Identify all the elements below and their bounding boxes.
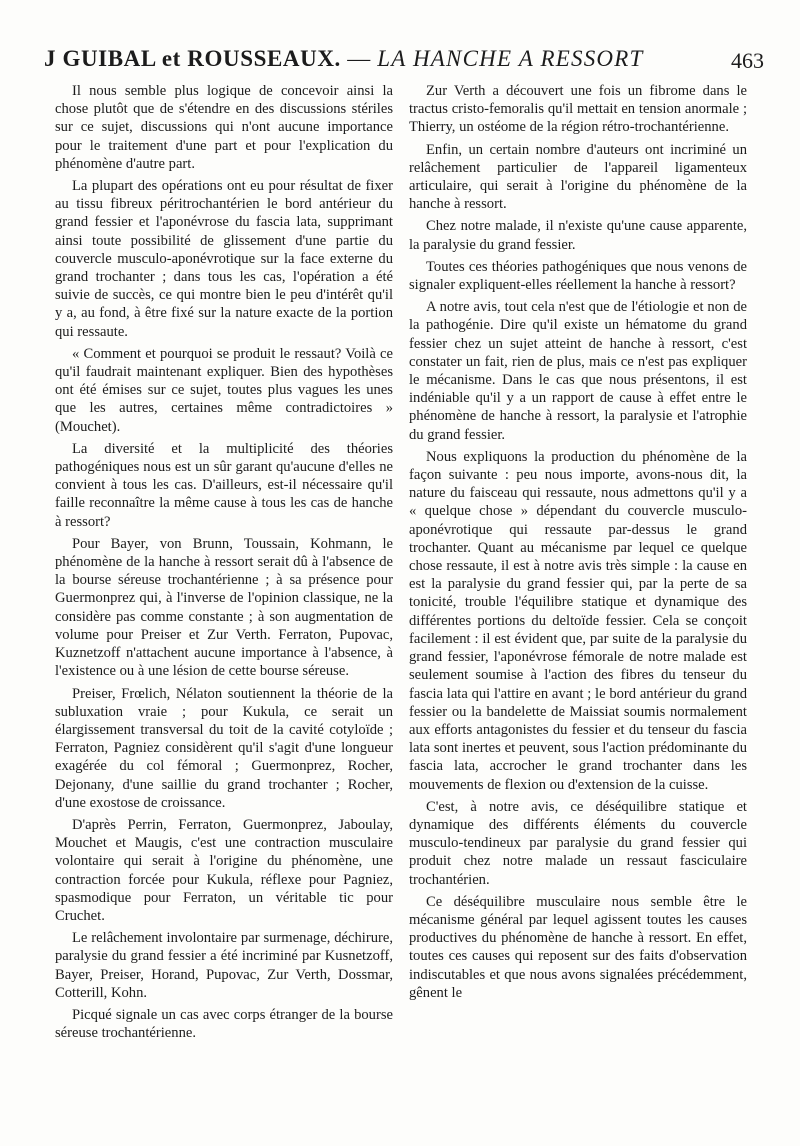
paragraph: Chez notre malade, il n'existe qu'une cause apparente, la paralysie du grand fessier. xyxy=(409,218,747,253)
paragraph: Ce déséquilibre musculaire nous semble être le mécanisme général par lequel agissent toutes les causes productives du phénomène de hanche à ressort. En effet, toutes ces causes qui reposent sur des faits d'observation indiscutables et que nous avons signalées précédemment, gênent le xyxy=(409,893,747,1001)
paragraph: Zur Verth a découvert une fois un fibrome dans le tractus cristo-femoralis qu'il mettait en tension anormale ; Thierry, un ostéome de la région rétro-trochantérienne. xyxy=(409,83,747,136)
paragraph: Le relâchement involontaire par surmenage, déchirure, paralysie du grand fessier a été incriminé par Kusnetzoff, Bayer, Preiser, Horand, Pupovac, Zur Verth, Dossmar, Cotterill, Kohn. xyxy=(55,930,393,1001)
page-number: 463 xyxy=(731,48,764,73)
paragraph: Nous expliquons la production du phénomène de la façon suivante : peu nous importe, avons-nous dit, la nature du faisceau qui ressaute, nous admettons qu'il y a « quelque chose » dépendant du couvercle musculo-aponévrotique qui ressaute par-dessus le grand trochanter. Quant au mécanisme par lequel ce quelque chose ressaute, il est à notre avis très simple : la cause en est la paralysie du grand fessier qui, par la perte de sa tonicité, trouble l'équilibre statique et dynamique des différentes portions du deltoïde fessier. Cela se conçoit facilement : il est évident que, par suite de la paralysie du grand fessier, l'aponévrose fémorale de notre malade est seulement soumise à l'action des fibres du tenseur du fascia lata qui l'attire en avant ; le bord antérieur du grand fessier ou la bandelette de Maissiat soumis normalement aux efforts antagonistes du fessier et du tenseur du fascia lata sont inertes et peuvent, sous l'action prédominante du fascia lata, accrocher le grand trochanter dans les mouvements de flexion ou d'extension de la cuisse. xyxy=(409,448,747,793)
paragraph: La plupart des opérations ont eu pour résultat de fixer au tissu fibreux péritrochantérien le bord antérieur du grand fessier et l'aponévrose du fascia lata, supprimant ainsi toute possibilité de glissement d'une partie du couvercle musculo-aponévrotique sur la face externe du grand trochanter ; dans tous les cas, l'opération a été suivie de succès, ce qui montre bien le peu d'intérêt qu'il y a, au fond, à être fixé sur la nature exacte de la portion qui ressaute. xyxy=(55,178,393,340)
paragraph: Il nous semble plus logique de concevoir ainsi la chose plutôt que de s'étendre en des discussions stériles sur ce sujet, discussions qui n'ont aucune importance pour le traitement d'une part et pour l'explication du phénomène d'autre part. xyxy=(55,83,393,172)
paragraph: « Comment et pourquoi se produit le ressaut? Voilà ce qu'il faudrait maintenant expliquer. Bien des hypothèses ont été émises sur ce sujet, toutes plus vagues les unes que les autres, certaines même contradictoires » (Mouchet). xyxy=(55,345,393,435)
paragraph: A notre avis, tout cela n'est que de l'étiologie et non de la pathogénie. Dire qu'il existe un hématome du grand fessier chez un sujet atteint de hanche à ressort, c'est constater un fait, rien de plus, mais ce n'est pas expliquer le mécanisme. Dans le cas que nous présentons, il est indéniable qu'il y a un rapport de cause à effet entre le phénomène de hanche à ressort, la paralysie et l'atrophie du grand fessier. xyxy=(409,299,747,443)
paragraph: Enfin, un certain nombre d'auteurs ont incriminé un relâchement particulier de l'appareil ligamenteux articulaire, qui serait à l'origine du phénomène de la hanche à ressort. xyxy=(409,141,747,213)
header-title xyxy=(44,46,643,72)
paragraph: Preiser, Frœlich, Nélaton soutiennent la théorie de la subluxation vraie ; pour Kukula, ce serait un élargissement transversal du toit de la cavité cotyloïde ; Ferraton, Pagniez considèrent qu'il s'agit d'une longueur exagérée du col fémoral ; Guermonprez, Rocher, Dejonany, d'une saillie du grand trochanter ; Rocher, d'une exostose de croissance. xyxy=(55,685,393,811)
paragraph: Toutes ces théories pathogéniques que nous venons de signaler expliquent-elles réellement la hanche à ressort? xyxy=(409,258,747,294)
left-column xyxy=(55,82,393,1046)
paragraph: La diversité et la multiplicité des théories pathogéniques nous est un sûr garant qu'aucune d'elles ne convient à tous les cas. D'ailleurs, est-il nécessaire qu'il faille reconnaître la même cause à tous les cas de hanche à ressort? xyxy=(55,440,393,530)
header-dash: — xyxy=(340,46,378,71)
right-column xyxy=(409,82,747,1006)
paragraph: Pour Bayer, von Brunn, Toussain, Kohmann, le phénomène de la hanche à ressort serait dû à l'absence de la bourse séreuse trochantérienne ; à sa présence pour Guermonprez qui, à l'inverse de l'opinion classique, ne la considère pas comme constante ; à son augmentation de volume pour Preiser et Zur Verth. Ferraton, Pupovac, Kuznetzoff n'attachent aucune importance à l'absence, à l'existence ou à une lésion de cette bourse séreuse. xyxy=(55,535,393,680)
paragraph: D'après Perrin, Ferraton, Guermonprez, Jaboulay, Mouchet et Maugis, c'est une contraction musculaire volontaire qui serait à l'origine du phénomène, une contraction forcée pour Kukula, réflexe pour Pagniez, spasmodique pour Ferraton, un véritable tic pour Cruchet. xyxy=(55,816,393,924)
running-header xyxy=(30,44,770,78)
paragraph: Picqué signale un cas avec corps étranger de la bourse séreuse trochantérienne. xyxy=(55,1006,393,1042)
paragraph: C'est, à notre avis, ce déséquilibre statique et dynamique des différents éléments du couvercle musculo-tendineux par paralysie du grand fessier qui produit chez notre malade un ressaut fasciculaire trochantérien. xyxy=(409,798,747,888)
header-authors: J GUIBAL et ROUSSEAUX. xyxy=(44,46,341,71)
header-article-title: LA HANCHE A RESSORT xyxy=(377,46,644,71)
